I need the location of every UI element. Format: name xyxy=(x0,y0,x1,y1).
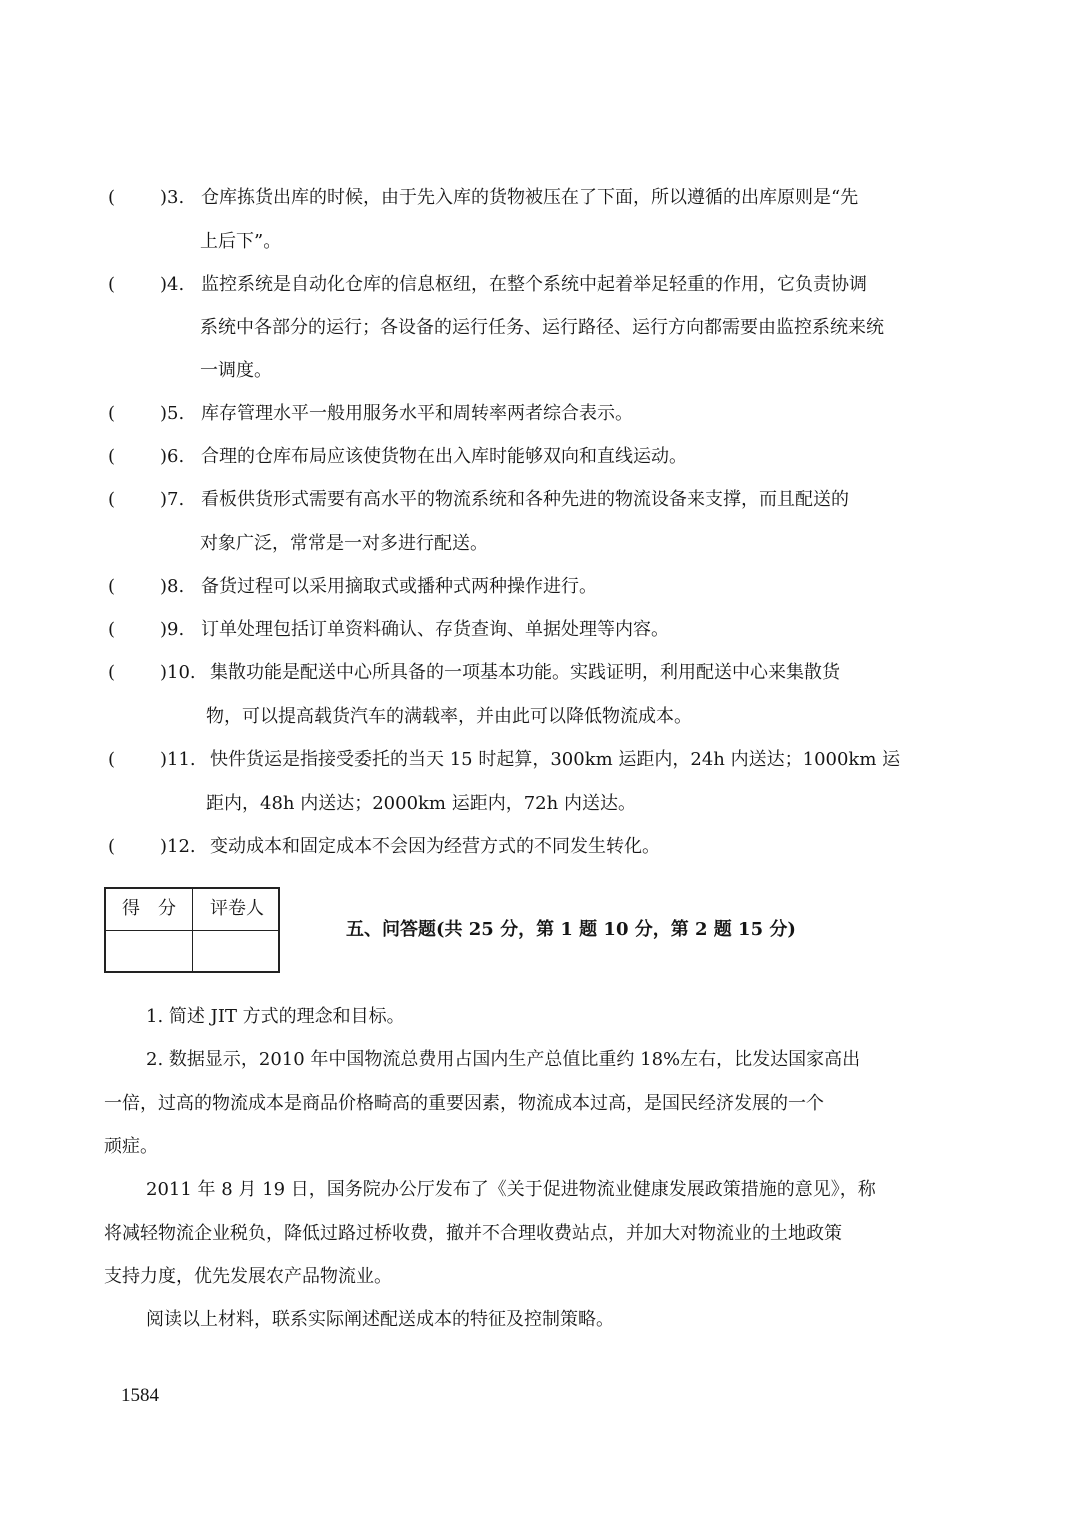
item-10-line-2: 物，可以提高载货汽车的满载率，并由此可以降低物流成本。 xyxy=(206,706,692,727)
question-2-line-1: 2. 数据显示，2010 年中国物流总费用占国内生产总值比重约 18%左右，比发达国家高出 xyxy=(146,1049,861,1070)
item-number-5: )5. xyxy=(160,403,185,424)
question-2-line-3: 顽症。 xyxy=(104,1136,158,1157)
item-4-line-2: 系统中各部分的运行；各设备的运行任务、运行路径、运行方向都需要由监控系统来统 xyxy=(200,317,884,338)
item-4-line-3: 一调度。 xyxy=(200,360,272,381)
item-number-9: )9. xyxy=(160,619,185,640)
item-number-10: )10. xyxy=(160,662,196,683)
item-11-line-2: 距内，48h 内送达；2000km 运距内，72h 内送达。 xyxy=(206,793,636,814)
item-11-line-1: 快件货运是指接受委托的当天 15 时起算，300km 运距内，24h 内送达；1000km 运 xyxy=(210,749,901,770)
item-7-line-2: 对象广泛，常常是一对多进行配送。 xyxy=(200,533,488,554)
item-number-8: )8. xyxy=(160,576,185,597)
score-label: 得 分 xyxy=(122,898,176,919)
item-number-4: )4. xyxy=(160,274,185,295)
answer-paren-3: ( xyxy=(108,187,116,208)
question-2-line-2: 一倍，过高的物流成本是商品价格畸高的重要因素，物流成本过高，是国民经济发展的一个 xyxy=(104,1093,824,1114)
item-number-6: )6. xyxy=(160,446,185,467)
item-number-11: )11. xyxy=(160,749,196,770)
question-2-prompt: 阅读以上材料，联系实际阐述配送成本的特征及控制策略。 xyxy=(146,1309,614,1330)
page-number: 1584 xyxy=(121,1385,159,1406)
answer-paren-8: ( xyxy=(108,576,116,597)
question-1: 1. 简述 JIT 方式的理念和目标。 xyxy=(146,1006,405,1027)
answer-paren-12: ( xyxy=(108,836,116,857)
answer-paren-11: ( xyxy=(108,749,116,770)
answer-paren-9: ( xyxy=(108,619,116,640)
question-2-para2-line-2: 将减轻物流企业税负，降低过路过桥收费，撤并不合理收费站点，并加大对物流业的土地政策 xyxy=(104,1223,842,1244)
item-12-line-1: 变动成本和固定成本不会因为经营方式的不同发生转化。 xyxy=(210,836,660,857)
item-6-line-1: 合理的仓库布局应该使货物在出入库时能够双向和直线运动。 xyxy=(201,446,687,467)
answer-paren-4: ( xyxy=(108,274,116,295)
item-8-line-1: 备货过程可以采用摘取式或播种式两种操作进行。 xyxy=(201,576,597,597)
item-number-7: )7. xyxy=(160,489,185,510)
grader-label: 评卷人 xyxy=(210,898,264,919)
question-2-para2-line-3: 支持力度，优先发展农产品物流业。 xyxy=(104,1266,392,1287)
answer-paren-7: ( xyxy=(108,489,116,510)
score-table xyxy=(104,887,280,973)
item-number-3: )3. xyxy=(160,187,185,208)
item-9-line-1: 订单处理包括订单资料确认、存货查询、单据处理等内容。 xyxy=(201,619,669,640)
score-table-column-divider xyxy=(192,889,193,971)
item-10-line-1: 集散功能是配送中心所具备的一项基本功能。实践证明，利用配送中心来集散货 xyxy=(210,662,840,683)
answer-paren-6: ( xyxy=(108,446,116,467)
item-7-line-1: 看板供货形式需要有高水平的物流系统和各种先进的物流设备来支撑，而且配送的 xyxy=(201,489,849,510)
item-3-line-1: 仓库拣货出库的时候，由于先入库的货物被压在了下面，所以遵循的出库原则是“先 xyxy=(201,187,859,208)
item-5-line-1: 库存管理水平一般用服务水平和周转率两者综合表示。 xyxy=(201,403,633,424)
question-2-para2-line-1: 2011 年 8 月 19 日，国务院办公厅发布了《关于促进物流业健康发展政策措施的意见》，称 xyxy=(146,1179,876,1200)
section-title: 五、问答题(共 25 分，第 1 题 10 分，第 2 题 15 分) xyxy=(346,919,796,940)
answer-paren-5: ( xyxy=(108,403,116,424)
answer-paren-10: ( xyxy=(108,662,116,683)
item-4-line-1: 监控系统是自动化仓库的信息枢纽，在整个系统中起着举足轻重的作用，它负责协调 xyxy=(201,274,867,295)
item-number-12: )12. xyxy=(160,836,196,857)
item-3-line-2: 上后下”。 xyxy=(200,231,282,252)
